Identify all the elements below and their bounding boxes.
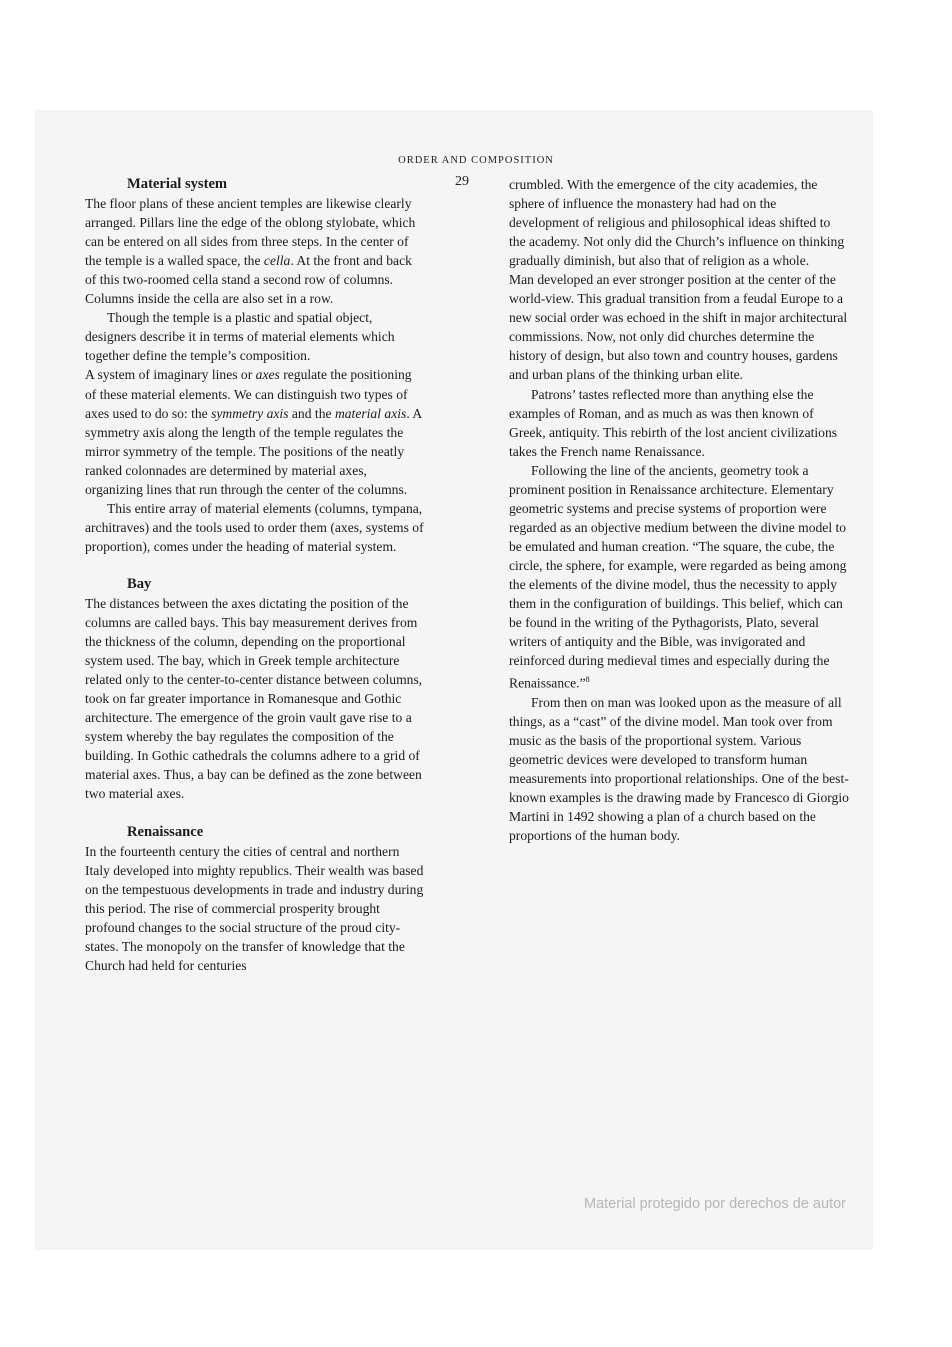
paragraph: In the fourteenth century the cities of central and northern Italy developed into mighty republics. Their wealth was based on the tempestuous developments in trade and industry during this period. The rise of commercial prosperity brought profound changes to the social structure of the proud city-states. The monopoly on the transfer of knowledge that the Church had held for centuries [85, 843, 424, 973]
page-number: 29 [455, 174, 469, 189]
section-heading-renaissance: Renaissance [127, 823, 204, 840]
paragraph: From then on man was looked upon as the measure of all things, as a “cast” of the divine model. Man took over from music as the basis of the proportional system. Various geometric devices were developed to transform human measurements into proportional relationships. One of the best-known examples is the drawing made by Francesco di Giorgio Martini in 1492 showing a plan of a church based on the proportions of the human body. [509, 694, 849, 844]
footnote-marker: 8 [585, 675, 590, 685]
paragraph: This entire array of material elements (columns, tympana, architraves) and the tools used to order them (axes, systems of proportion), comes under the heading of material system. [85, 500, 424, 554]
paragraph: Though the temple is a plastic and spatial object, designers describe it in terms of material elements which together define the temple’s composition. [85, 310, 395, 364]
copyright-watermark: Material protegido por derechos de autor [584, 1196, 846, 1212]
right-column [509, 175, 849, 845]
paragraph: A system of imaginary lines or axes regulate the positioning of these material elements. We can distinguish two types of axes used to do so: the symmetry axis and the material axis. A symmetry axis along the length of the temple regulates the mirror symmetry of the temple. The positions of the neatly ranked colonnades are determined by material axes, organizing lines that run through the center of the columns. [85, 367, 422, 497]
paragraph: Man developed an ever stronger position at the center of the world-view. This gradual transition from a feudal Europe to a new social order was echoed in the shift in major architectural commissions. Now, not only did churches determine the history of design, but also town and country houses, gardens and urban plans of the thinking urban elite. [509, 272, 848, 383]
section-heading-bay: Bay [127, 575, 152, 592]
running-head: ORDER AND COMPOSITION [398, 155, 554, 166]
section-heading-material-system: Material system [127, 176, 228, 192]
paragraph: The floor plans of these ancient temples are likewise clearly arranged. Pillars line the edge of the oblong stylobate, which can be entered on all sides from three steps. In the center of the temple is a walled space, the cella. At the front and back of this two-roomed cella stand a second row of columns. Columns inside the cella are also set in a row. [85, 196, 416, 307]
paragraph: Following the line of the ancients, geometry took a prominent position in Renaissance architecture. Elementary geometric systems and precise systems of proportion were regarded as an objective medium between the divine model to be emulated and human creation. “The square, the cube, the circle, the sphere, for example, were regarded as being among the elements of the divine model, thus the necessity to apply them in the configuration of buildings. This belief, which can be found in the writing of the Pythagorists, Plato, several writers of antiquity and the Bible, was invigorated and reinforced during medieval times and especially during the Renaissance.”$^8$ [509, 462, 847, 691]
paragraph: crumbled. With the emergence of the city academies, the sphere of influence the monastery had had on the development of religious and philosophical ideas shifted to the academy. Not only did the Church’s influence on thinking gradually diminish, but also that of religion as a whole. [509, 177, 845, 269]
left-column [85, 175, 425, 975]
paragraph: Patrons’ tastes reflected more than anything else the examples of Roman, and as much as was then known of Greek, antiquity. This rebirth of the lost ancient civilizations takes the French name Renaissance. [509, 386, 838, 459]
paragraph: The distances between the axes dictating the position of the columns are called bays. This bay measurement derives from the thickness of the column, depending on the proportional system used. The bay, which in Greek temple architecture related only to the center-to-center distance between columns, took on far greater importance in Romanesque and Gothic architecture. The emergence of the groin vault gave rise to a system whereby the bay regulates the composition of the building. In Gothic cathedrals the columns adhere to a grid of material axes. Thus, a bay can be defined as the zone between two material axes. [85, 595, 423, 802]
